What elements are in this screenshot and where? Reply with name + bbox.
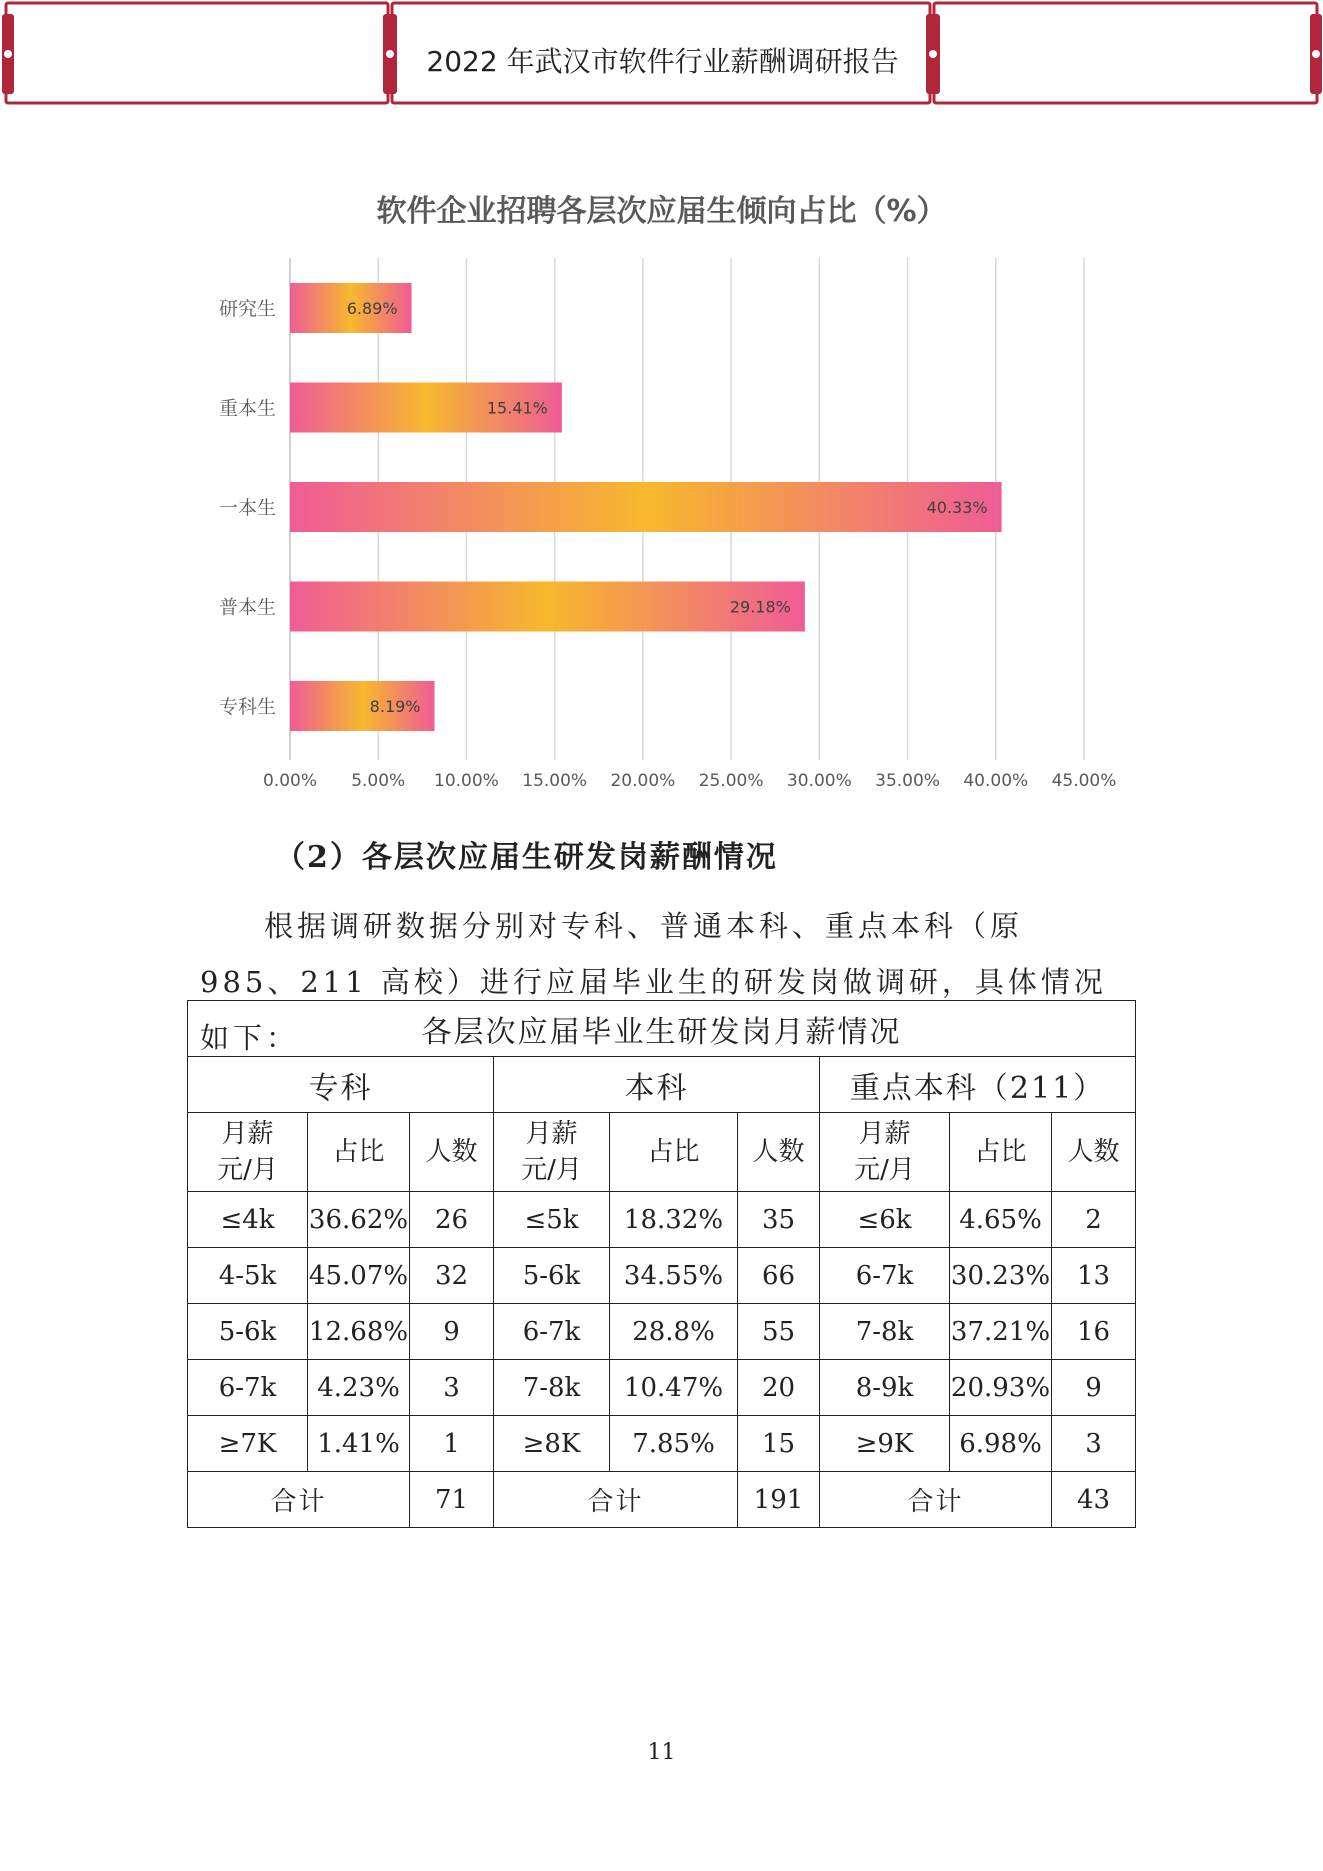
x-tick-label: 10.00% [434, 771, 499, 791]
total-value: 43 [1052, 1472, 1136, 1528]
table-row [188, 1192, 1136, 1248]
x-tick-label: 15.00% [522, 771, 588, 791]
table-cell: ≤6k [820, 1192, 950, 1248]
table-cell: 6-7k [820, 1248, 950, 1304]
table-cell: 4.23% [308, 1360, 410, 1416]
header-panel-right [934, 3, 1317, 103]
table-cell: 6.98% [950, 1416, 1052, 1472]
table-cell: 2 [1052, 1192, 1136, 1248]
table-cell: 8-9k [820, 1360, 950, 1416]
table-cell: 37.21% [950, 1304, 1052, 1360]
table-cell: 1.41% [308, 1416, 410, 1472]
table-cell: 4.65% [950, 1192, 1052, 1248]
table-row [188, 1304, 1136, 1360]
col-header-salary: 月薪 元/月 [820, 1113, 950, 1192]
col-header-salary: 月薪 元/月 [494, 1113, 610, 1192]
col-header-count: 人数 [410, 1113, 494, 1192]
page-number: 11 [647, 1740, 676, 1765]
col-header-share: 占比 [610, 1113, 738, 1192]
table-cell: 35 [738, 1192, 820, 1248]
table-row [188, 1416, 1136, 1472]
table-cell: 28.8% [610, 1304, 738, 1360]
table-cell: 66 [738, 1248, 820, 1304]
table-cell: 20.93% [950, 1360, 1052, 1416]
data-label: 29.18% [729, 597, 791, 617]
category-label: 研究生 [218, 298, 276, 320]
header-panel-left [6, 3, 388, 103]
col-header-share: 占比 [308, 1113, 410, 1192]
data-label: 40.33% [926, 498, 988, 517]
col-header-count: 人数 [1052, 1113, 1136, 1192]
table-cell: 12.68% [308, 1304, 410, 1360]
col-header-salary: 月薪 元/月 [188, 1113, 308, 1192]
bar-3 [290, 582, 805, 632]
table-cell: 3 [410, 1360, 494, 1416]
table-cell: ≥7K [188, 1416, 308, 1472]
data-label: 15.41% [486, 398, 548, 418]
table-title: 各层次应届毕业生研发岗月薪情况 [188, 1001, 1136, 1057]
table-cell: ≥9K [820, 1416, 950, 1472]
x-tick-label: 40.00% [963, 771, 1029, 791]
table-cell: ≤4k [188, 1192, 308, 1248]
table-cell: 15 [738, 1416, 820, 1472]
group-header-zhongdian: 重点本科（211） [820, 1057, 1136, 1113]
table-cell: 36.62% [308, 1192, 410, 1248]
x-tick-label: 25.00% [698, 771, 764, 791]
table-cell: 16 [1052, 1304, 1136, 1360]
table-cell: 26 [410, 1192, 494, 1248]
table-cell: 7.85% [610, 1416, 738, 1472]
table-cell: 18.32% [610, 1192, 738, 1248]
col-header-share: 占比 [950, 1113, 1052, 1192]
group-header-benke: 本科 [494, 1057, 820, 1113]
total-row [188, 1472, 1136, 1528]
category-label: 普本生 [218, 596, 276, 619]
table-row [188, 1360, 1136, 1416]
table-cell: 34.55% [610, 1248, 738, 1304]
table-cell: 4-5k [188, 1248, 308, 1304]
bar-2 [290, 482, 1002, 532]
salary-table [187, 1000, 1136, 1528]
x-tick-label: 30.00% [786, 771, 852, 791]
total-label: 合计 [820, 1472, 1052, 1528]
x-tick-label: 5.00% [351, 771, 406, 791]
data-label: 6.89% [346, 299, 398, 318]
table-cell: 6-7k [188, 1360, 308, 1416]
table-cell: 30.23% [950, 1248, 1052, 1304]
table-cell: 9 [1052, 1360, 1136, 1416]
x-tick-label: 20.00% [610, 771, 676, 791]
total-value: 191 [738, 1472, 820, 1528]
table-cell: 10.47% [610, 1360, 738, 1416]
x-tick-label: 0.00% [262, 771, 318, 791]
table-cell: 7-8k [820, 1304, 950, 1360]
group-header-zhuanke: 专科 [188, 1057, 494, 1113]
table-cell: 5-6k [188, 1304, 308, 1360]
table-cell: 6-7k [494, 1304, 610, 1360]
category-label: 专科生 [218, 696, 276, 718]
page-header [0, 0, 1323, 112]
table-cell: 13 [1052, 1248, 1136, 1304]
x-tick-label: 45.00% [1051, 771, 1117, 791]
total-value: 71 [410, 1472, 494, 1528]
category-label: 重本生 [218, 397, 276, 420]
total-label: 合计 [494, 1472, 738, 1528]
table-cell: 7-8k [494, 1360, 610, 1416]
table-row [188, 1248, 1136, 1304]
table-cell: 5-6k [494, 1248, 610, 1304]
section-subheading: （2）各层次应届生研发岗薪酬情况 [275, 840, 778, 875]
table-cell: 9 [410, 1304, 494, 1360]
bar-chart [0, 240, 1323, 800]
paragraph-text: 根据调研数据分别对专科、普通本科、重点本科（原 985、211 高校）进行应届毕业生的研发岗做调研，具体情况如下： [200, 909, 1107, 1055]
chart-title: 软件企业招聘各层次应届生倾向占比（%） [376, 194, 947, 229]
table-cell: ≤5k [494, 1192, 610, 1248]
total-label: 合计 [188, 1472, 410, 1528]
x-tick-label: 35.00% [875, 771, 940, 791]
table-cell: 32 [410, 1248, 494, 1304]
table-cell: 55 [738, 1304, 820, 1360]
category-label: 一本生 [218, 497, 276, 519]
table-cell: 3 [1052, 1416, 1136, 1472]
table-cell: 45.07% [308, 1248, 410, 1304]
header-title: 2022 年武汉市软件行业薪酬调研报告 [426, 45, 899, 78]
table-cell: 1 [410, 1416, 494, 1472]
table-cell: ≥8K [494, 1416, 610, 1472]
col-header-count: 人数 [738, 1113, 820, 1192]
data-label: 8.19% [369, 697, 421, 716]
table-cell: 20 [738, 1360, 820, 1416]
